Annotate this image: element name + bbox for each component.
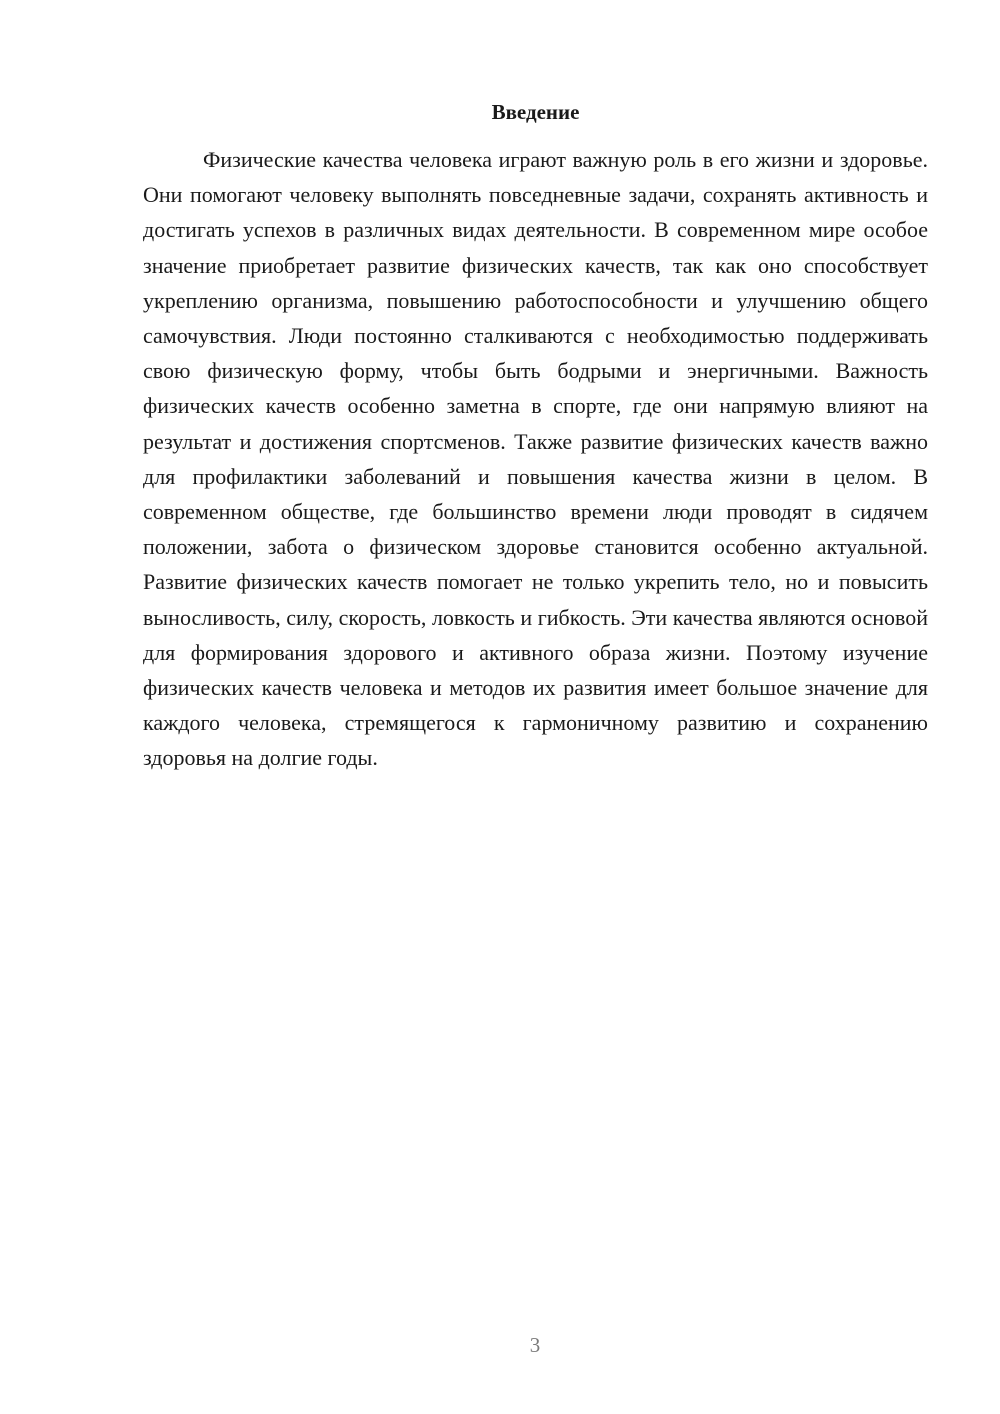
page-number: 3	[529, 1333, 541, 1357]
body-paragraph: Физические качества человека играют важную роль в его жизни и здоровье. Они помогают человеку выполнять повседневные задачи, сохранять активность и достигать успехов в различных видах деятельности. В современном мире особое значение приобретает развитие физических качеств, так как оно способствует укреплению организма, повышению работоспособности и улучшению общего самочувствия. Люди постоянно сталкиваются с необходимостью поддерживать свою физическую форму, чтобы быть бодрыми и энергичными. Важность физических качеств особенно заметна в спорте, где они напрямую влияют на результат и достижения спортсменов. Также развитие физических качеств важно для профилактики заболеваний и повышения качества жизни в целом. В современном обществе, где большинство времени люди проводят в сидячем положении, забота о физическом здоровье становится особенно актуальной. Развитие физических качеств помогает не только укрепить тело, но и повысить выносливость, силу, скорость, ловкость и гибкость. Эти качества являются основой для формирования здорового и активного образа жизни. Поэтому изучение физических качеств человека и методов их развития имеет большое значение для каждого человека, стремящегося к гармоничному развитию и сохранению здоровья на долгие годы.	[143, 147, 928, 771]
section-heading: Введение	[491, 100, 580, 124]
